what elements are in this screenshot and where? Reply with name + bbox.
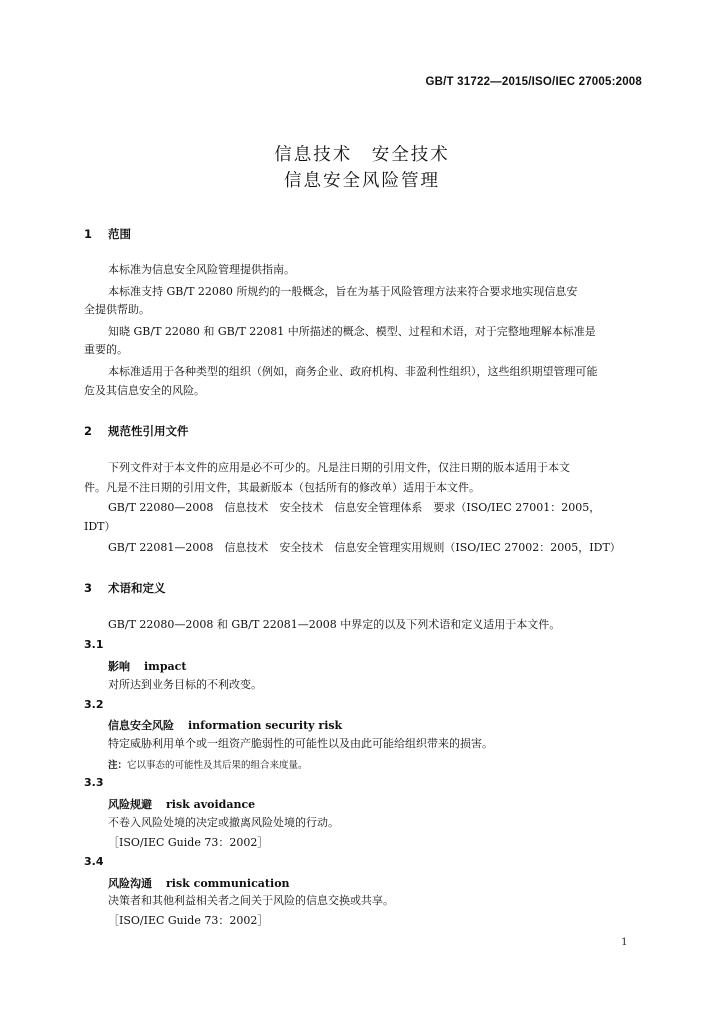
- term-zh: 风险沟通: [108, 877, 152, 890]
- term-number: 3.4: [84, 855, 104, 868]
- term-en: risk avoidance: [166, 798, 256, 811]
- note-text: 它以事态的可能性及其后果的组合来度量。: [127, 760, 308, 771]
- scope-line: 知晓 GB/T 22080 和 GB/T 22081 中所描述的概念、模型、过程和术语，对于完整地理解本标准是: [108, 325, 596, 338]
- term-zh: 风险规避: [108, 798, 152, 811]
- term-heading: [108, 717, 342, 733]
- scope-line: 全提供帮助。: [84, 303, 150, 316]
- term-zh: 影响: [108, 660, 130, 673]
- section-heading-scope: [84, 226, 131, 242]
- term-source: ［ISO/IEC Guide 73：2002］: [108, 836, 269, 849]
- section-number: 1: [84, 227, 93, 241]
- term-note: [108, 757, 308, 771]
- note-label: 注：: [108, 760, 128, 771]
- scope-line: 本标准适用于各种类型的组织（例如，商务企业、政府机构、非盈利性组织），这些组织期望管理可能: [108, 365, 598, 378]
- scope-line: 本标准支持 GB/T 22080 所规约的一般概念，旨在为基于风险管理方法来符合要求地实现信息安: [108, 285, 578, 298]
- title-line-1: 信息技术 安全技术: [274, 145, 450, 165]
- term-heading: [108, 658, 186, 674]
- term-definition: 决策者和其他利益相关者之间关于风险的信息交换或共享。: [108, 894, 394, 907]
- term-heading: [108, 796, 255, 812]
- normative-line: 下列文件对于本文件的应用是必不可少的。凡是注日期的引用文件，仅注日期的版本适用于本文: [108, 461, 570, 474]
- term-definition: 对所达到业务目标的不利改变。: [108, 678, 262, 691]
- section-heading-normative: [84, 423, 189, 439]
- section-heading-terms: [84, 580, 166, 596]
- term-zh: 信息安全风险: [108, 719, 174, 732]
- section-number: 3: [84, 581, 93, 595]
- normative-reference: GB/T 22081—2008 信息技术 安全技术 信息安全管理实用规则（ISO/IEC 27002：2005，IDT）: [108, 541, 621, 554]
- term-number: 3.1: [84, 638, 104, 651]
- term-definition: 特定威胁利用单个或一组资产脆弱性的可能性以及由此可能给组织带来的损害。: [108, 737, 493, 750]
- title-line-2: 信息安全风险管理: [284, 171, 440, 191]
- term-source: ［ISO/IEC Guide 73：2002］: [108, 914, 269, 927]
- term-number: 3.2: [84, 698, 104, 711]
- term-en: impact: [144, 660, 187, 673]
- term-heading: [108, 875, 290, 891]
- terms-intro: GB/T 22080—2008 和 GB/T 22081—2008 中界定的以及下列术语和定义适用于本文件。: [108, 618, 561, 631]
- standard-header: GB/T 31722—2015/ISO/IEC 27005:2008: [425, 76, 642, 88]
- scope-line: 本标准为信息安全风险管理提供指南。: [108, 263, 295, 276]
- term-number: 3.3: [84, 776, 104, 789]
- scope-line: 危及其信息安全的风险。: [84, 384, 205, 397]
- section-number: 2: [84, 424, 93, 438]
- normative-reference: GB/T 22080—2008 信息技术 安全技术 信息安全管理体系 要求（ISO/IEC 27001：2005，: [108, 501, 601, 514]
- normative-line: 件。凡是不注日期的引用文件，其最新版本（包括所有的修改单）适用于本文件。: [84, 481, 480, 494]
- term-en: information security risk: [188, 719, 343, 732]
- section-title: 范围: [108, 227, 132, 241]
- section-title: 规范性引用文件: [108, 424, 189, 438]
- normative-reference: IDT）: [84, 520, 116, 533]
- scope-line: 重要的。: [84, 343, 128, 356]
- section-title: 术语和定义: [108, 581, 166, 595]
- term-definition: 不卷入风险处境的决定或撤离风险处境的行动。: [108, 816, 339, 829]
- term-en: risk communication: [166, 877, 290, 890]
- page-number: 1: [621, 936, 628, 948]
